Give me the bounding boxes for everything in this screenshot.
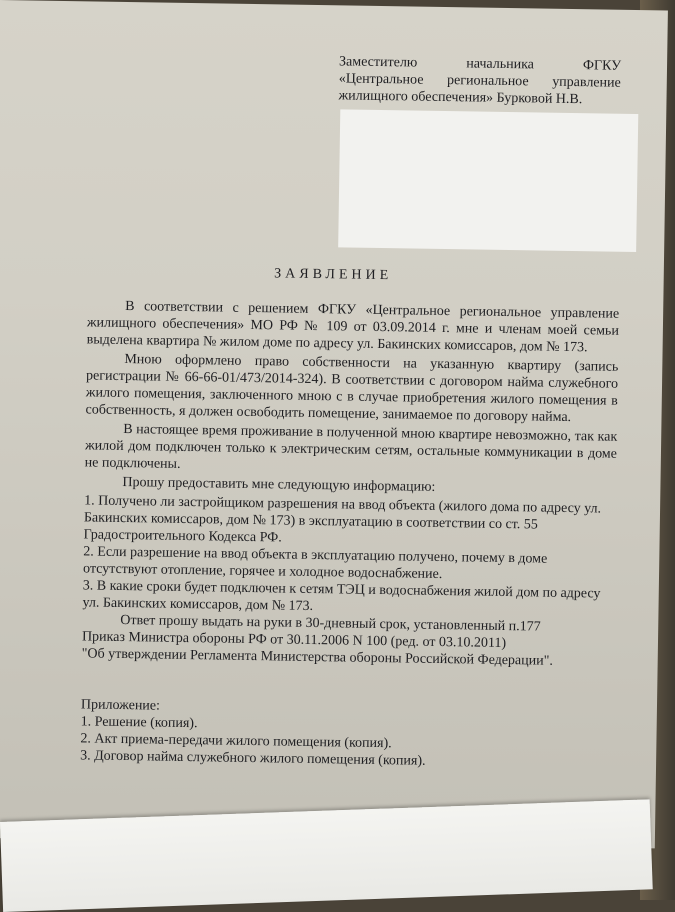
response-line-2: Приказ Министра обороны РФ от 30.11.2006 N 100 (ред. от 03.10.2011): [81, 629, 507, 652]
addressee-block: [338, 53, 621, 108]
response-line-1: Ответ прошу выдать на руки в 30-дневный срок, установленный п.177: [120, 612, 541, 635]
attachment-item: 1. Решение (копия).: [80, 714, 198, 732]
document-body: [80, 297, 619, 772]
addressee-line-3: жилищного обеспечения» Бурковой Н.В.: [338, 88, 583, 108]
addressee-line-1: Заместителю начальника ФГКУ: [338, 54, 622, 74]
redaction-box: [338, 109, 638, 252]
paragraph-2: Мною оформлено право собственности на указанную квартиру (запись регистрации № 66-66-01/473/2014-324). В соответствии с договором найма служебного жилого помещения, заключенного мною с в случае приобретения жилого помещения в собственность, я должен освободить помещение, занимаемое по договору найма.: [85, 351, 619, 426]
request-item-1: 1. Получено ли застройщиком разрешения на ввод объекта (жилого дома по адресу ул. Бакинских комиссаров, дом № 173) в эксплуатацию в соответствии со ст. 55 Градостроительного Кодекса РФ.: [83, 493, 602, 546]
addressee-line-2: «Центральное региональное управление: [338, 71, 621, 91]
attachment-item: 3. Договор найма служебного жилого помещения (копия).: [80, 748, 426, 769]
response-line-3: "Об утверждении Регламента Министерства обороны Российской Федерации".: [81, 646, 554, 669]
request-item-2: 2. Если разрешение на ввод объекта в эксплуатацию получено, почему в доме отсутствуют отопление, горячее и холодное водоснабжение.: [82, 544, 548, 583]
document-title: ЗАЯВЛЕНИЕ: [274, 266, 393, 284]
request-item-3: 3. В какие сроки будет подключен к сетям ТЭЦ и водоснабжения жилой дом по адресу ул. Бакинских комиссаров, дом № 173.: [82, 578, 601, 614]
paragraph-1: В соответствии с решением ФГКУ «Центральное региональное управление жилищного обеспечения» МО РФ № 109 от 03.09.2014 г. мне и членам моей семьи выделена квартира № жилом доме по адресу ул. Бакинских комиссаров, дом № 173.: [86, 299, 620, 356]
attachments-heading: Приложение:: [80, 697, 161, 714]
paragraph-4: Прошу предоставить мне следующую информацию:: [122, 474, 436, 495]
attachment-item: 2. Акт приема-передачи жилого помещения (копия).: [80, 731, 392, 752]
paragraph-3: В настоящее время проживание в полученной мною квартире невозможно, так как жилой дом подключен только к электрическим сетям, остальные коммуникации в доме не подключены.: [84, 421, 618, 472]
